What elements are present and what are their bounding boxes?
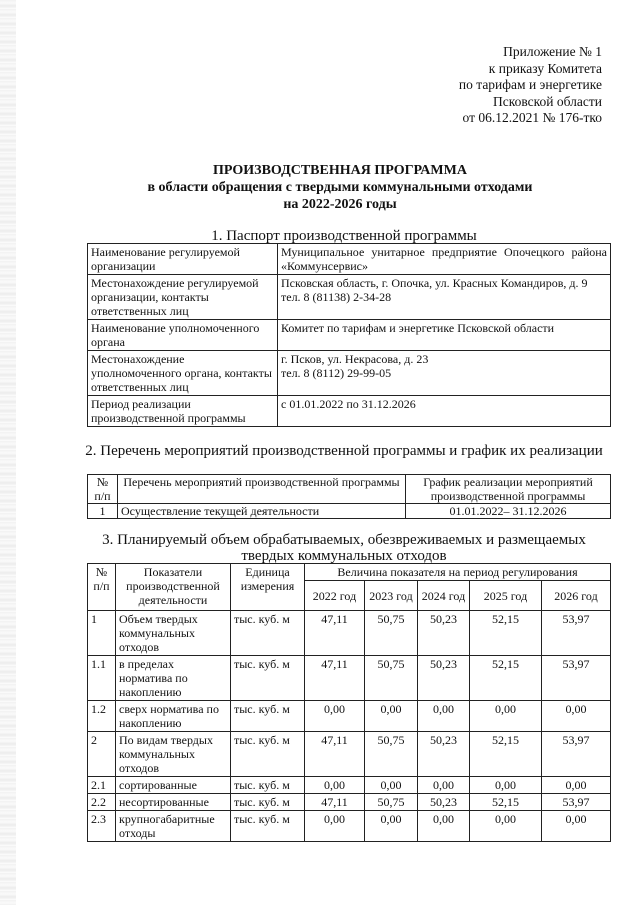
waste-volume-table	[87, 563, 611, 842]
title-line: ПРОИЗВОДСТВЕННАЯ ПРОГРАММА	[213, 163, 467, 178]
unit-cell: тыс. куб. м	[231, 656, 305, 701]
value-cell: 0,00	[542, 811, 611, 842]
document-title	[80, 162, 600, 213]
value-cell: 0,00	[418, 701, 470, 732]
passport-label: Наименование регулируемой организации	[88, 244, 278, 275]
table-row	[88, 794, 611, 811]
unit-cell: тыс. куб. м	[231, 611, 305, 656]
table-row	[88, 701, 611, 732]
column-header: № п/п	[88, 475, 118, 504]
row-number: 2.1	[88, 777, 116, 794]
value-cell: 47,11	[305, 656, 365, 701]
passport-value: с 01.01.2022 по 31.12.2026	[278, 396, 611, 427]
activity-name: Осуществление текущей деятельности	[118, 504, 406, 519]
value-cell: 47,11	[305, 732, 365, 777]
value-cell: 0,00	[470, 811, 542, 842]
title-subline: в области обращения с твердыми коммунальными отходами	[147, 180, 533, 195]
value-cell: 52,15	[470, 732, 542, 777]
value-cell: 0,00	[418, 777, 470, 794]
row-number: 1	[88, 504, 118, 519]
year-header: 2022 год	[305, 581, 365, 611]
value-cell: 0,00	[305, 811, 365, 842]
table-row	[88, 244, 611, 275]
year-header: 2023 год	[365, 581, 418, 611]
scan-edge-shadow	[0, 0, 16, 905]
value-cell: 0,00	[365, 811, 418, 842]
indicator-name: сверх норматива по накоплению	[116, 701, 231, 732]
indicator-name: крупногабаритные отходы	[116, 811, 231, 842]
table-row	[88, 777, 611, 794]
phone-text: тел. 8 (81138) 2-34-28	[281, 290, 392, 304]
appendix-line: по тарифам и энергетике	[458, 77, 602, 92]
indicator-name: в пределах норматива по накоплению	[116, 656, 231, 701]
value-cell: 0,00	[365, 701, 418, 732]
value-cell: 50,75	[365, 656, 418, 701]
unit-cell: тыс. куб. м	[231, 794, 305, 811]
activity-schedule: 01.01.2022– 31.12.2026	[406, 504, 611, 519]
appendix-line: Приложение № 1	[503, 44, 602, 59]
column-header: График реализации мероприятий производственной программы	[406, 475, 611, 504]
value-cell: 50,75	[365, 732, 418, 777]
appendix-reference	[459, 44, 602, 127]
section3-heading: 3. Планируемый объем обрабатываемых, обезвреживаемых и размещаемых твердых коммунальных отходов	[102, 532, 586, 564]
row-number: 1	[88, 611, 116, 656]
year-header: 2024 год	[418, 581, 470, 611]
value-cell: 52,15	[470, 794, 542, 811]
indicator-name: Объем твердых коммунальных отходов	[116, 611, 231, 656]
passport-label: Местонахождение регулируемой организации, контакты ответственных лиц	[88, 275, 278, 320]
value-cell: 0,00	[542, 777, 611, 794]
title-period: на 2022-2026 годы	[283, 197, 397, 212]
value-cell: 50,23	[418, 656, 470, 701]
unit-cell: тыс. куб. м	[231, 777, 305, 794]
column-header: Перечень мероприятий производственной программы	[118, 475, 406, 504]
table-row	[88, 320, 611, 351]
table-row	[88, 275, 611, 320]
value-cell: 0,00	[470, 701, 542, 732]
year-header: 2026 год	[542, 581, 611, 611]
table-row	[88, 732, 611, 777]
table-row	[88, 396, 611, 427]
year-header: 2025 год	[470, 581, 542, 611]
appendix-line: от 06.12.2021 № 176-тко	[462, 110, 602, 125]
row-number: 2	[88, 732, 116, 777]
passport-label: Наименование уполномоченного органа	[88, 320, 278, 351]
row-number: 1.2	[88, 701, 116, 732]
passport-label: Местонахождение уполномоченного органа, контакты ответственных лиц	[88, 351, 278, 396]
appendix-line: к приказу Комитета	[488, 60, 602, 76]
value-cell: 50,23	[418, 794, 470, 811]
value-cell: 53,97	[542, 732, 611, 777]
table-row	[88, 351, 611, 396]
indicator-name: По видам твердых коммунальных отходов	[116, 732, 231, 777]
row-number: 2.3	[88, 811, 116, 842]
column-header: № п/п	[88, 564, 116, 611]
value-cell: 50,75	[365, 611, 418, 656]
column-header: Единица измерения	[231, 564, 305, 611]
table-row	[88, 611, 611, 656]
passport-label: Период реализации производственной программы	[88, 396, 278, 427]
section2-heading: 2. Перечень мероприятий производственной программы и график их реализации	[85, 443, 603, 459]
address-text: Псковская область, г. Опочка, ул. Красных Командиров, д. 9	[281, 276, 588, 290]
value-cell: 53,97	[542, 794, 611, 811]
section1-heading: 1. Паспорт производственной программы	[211, 228, 477, 244]
value-cell: 52,15	[470, 656, 542, 701]
value-cell: 47,11	[305, 794, 365, 811]
value-cell: 52,15	[470, 611, 542, 656]
appendix-line: Псковской области	[492, 93, 602, 109]
unit-cell: тыс. куб. м	[231, 732, 305, 777]
value-cell: 0,00	[470, 777, 542, 794]
value-cell: 0,00	[365, 777, 418, 794]
unit-cell: тыс. куб. м	[231, 701, 305, 732]
value-cell: 50,75	[365, 794, 418, 811]
table-header-row	[88, 475, 611, 504]
table-row	[88, 811, 611, 842]
column-group-header: Величина показателя на период регулирования	[305, 564, 611, 581]
activities-table	[87, 474, 611, 519]
value-cell: 0,00	[418, 811, 470, 842]
value-cell: 0,00	[305, 777, 365, 794]
passport-value	[278, 275, 611, 320]
value-cell: 47,11	[305, 611, 365, 656]
value-cell: 53,97	[542, 611, 611, 656]
value-cell: 0,00	[305, 701, 365, 732]
table-row	[88, 504, 611, 519]
indicator-name: несортированные	[116, 794, 231, 811]
passport-value: Муниципальное унитарное предприятие Опочецкого района «Коммунсервис»	[278, 244, 611, 275]
table-row	[88, 656, 611, 701]
value-cell: 53,97	[542, 656, 611, 701]
table-header-row	[88, 564, 611, 581]
value-cell: 50,23	[418, 611, 470, 656]
row-number: 1.1	[88, 656, 116, 701]
address-text: г. Псков, ул. Некрасова, д. 23	[281, 352, 429, 366]
passport-table	[87, 243, 611, 427]
column-header: Показатели производственной деятельности	[116, 564, 231, 611]
value-cell: 0,00	[542, 701, 611, 732]
value-cell: 50,23	[418, 732, 470, 777]
row-number: 2.2	[88, 794, 116, 811]
unit-cell: тыс. куб. м	[231, 811, 305, 842]
indicator-name: сортированные	[116, 777, 231, 794]
passport-value	[278, 351, 611, 396]
passport-value: Комитет по тарифам и энергетике Псковской области	[278, 320, 611, 351]
phone-text: тел. 8 (8112) 29-99-05	[281, 366, 392, 380]
